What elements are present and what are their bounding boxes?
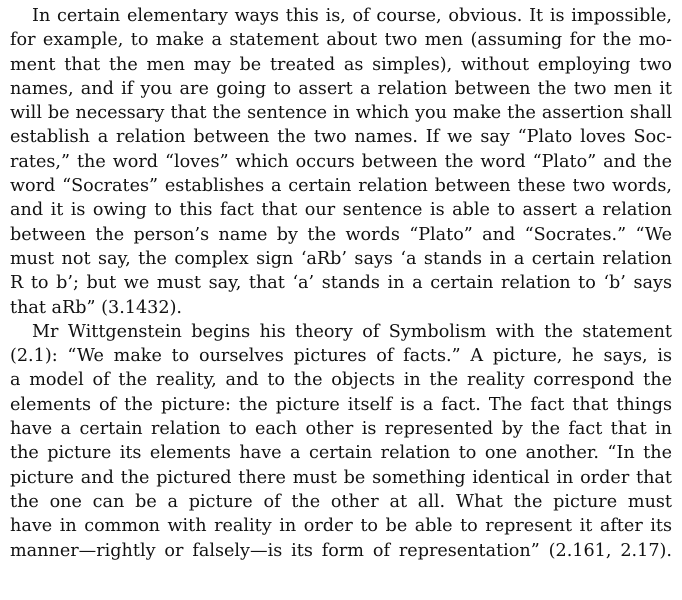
text-line: ment that the men may be treated as simples), without employing two [10, 54, 672, 75]
text-line: must not say, the complex sign ‘aRb’ says ‘a stands in a certain relation [10, 248, 672, 269]
text-line: (2.1): “We make to ourselves pictures of facts.” A picture, he says, is [10, 346, 672, 367]
text-line: the one can be a picture of the other at all. What the picture must [10, 491, 672, 512]
text-line: manner—rightly or falsely—is its form of representation” (2.161, 2.17). [10, 540, 672, 561]
document-page [10, 4, 672, 563]
text-line: R to b’; but we must say, that ‘a’ stands in a certain relation to ‘b’ says [10, 273, 672, 294]
paragraph-1 [10, 4, 672, 320]
text-line: elements of the picture: the picture itself is a fact. The fact that things [10, 394, 672, 415]
text-line: a model of the reality, and to the objects in the reality correspond the [10, 370, 672, 391]
text-line: Mr Wittgenstein begins his theory of Symbolism with the statement [32, 321, 672, 342]
paragraph-2 [10, 320, 672, 563]
text-line: that aRb” (3.1432). [10, 297, 183, 318]
text-line: between the person’s name by the words “Plato” and “Socrates.” “We [10, 224, 672, 245]
text-line: the picture its elements have a certain relation to one another. “In the [10, 443, 672, 464]
text-line: picture and the pictured there must be something identical in order that [10, 467, 672, 488]
text-line: for example, to make a statement about two men (assuming for the mo- [10, 30, 672, 51]
text-line: rates,” the word “loves” which occurs between the word “Plato” and the [10, 151, 672, 172]
text-line: have in common with reality in order to be able to represent it after its [10, 516, 672, 537]
text-line: will be necessary that the sentence in which you make the assertion shall [10, 103, 672, 124]
text-line: In certain elementary ways this is, of course, obvious. It is impossible, [32, 6, 672, 26]
text-line: establish a relation between the two names. If we say “Plato loves Soc- [10, 127, 672, 148]
text-line: names, and if you are going to assert a relation between the two men it [10, 78, 672, 99]
text-line: have a certain relation to each other is represented by the fact that in [10, 419, 672, 440]
text-line: word “Socrates” establishes a certain relation between these two words, [10, 176, 672, 197]
text-line: and it is owing to this fact that our sentence is able to assert a relation [10, 200, 672, 221]
